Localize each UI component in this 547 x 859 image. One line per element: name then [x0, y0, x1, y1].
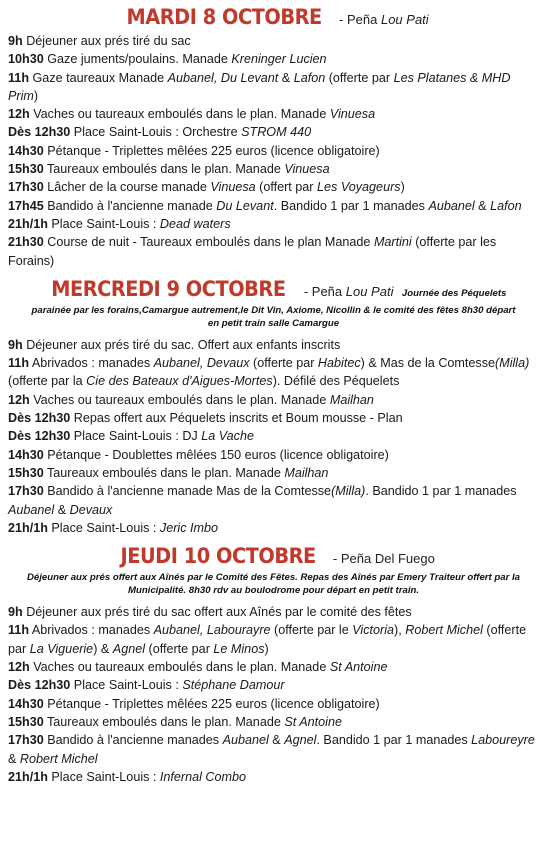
event-text: Pétanque - Triplettes mêlées 225 euros (licence obligatoire) [43, 696, 380, 711]
event-time: 11h [8, 70, 30, 85]
event-text: Place Saint-Louis : [47, 769, 160, 784]
event-item [8, 603, 539, 621]
event-text: & [474, 198, 491, 213]
event-text: . Bandido 1 par 1 manades [316, 733, 472, 748]
event-time: 21h30 [8, 235, 44, 250]
event-item [8, 354, 539, 391]
event-text: Place Saint-Louis : [47, 216, 160, 231]
event-text: Taureaux emboulés dans le plan. Manade [43, 714, 285, 729]
event-text: ) [264, 641, 269, 656]
event-text: Abrivados : manades [29, 623, 154, 638]
event-item [8, 464, 539, 482]
day-section-thursday [8, 541, 539, 786]
event-text: ) & [93, 641, 113, 656]
event-text: & [278, 70, 294, 85]
event-time: 17h45 [8, 198, 44, 213]
event-item [8, 391, 539, 409]
day-section-tuesday [8, 0, 539, 270]
day-note: parainée par les forains,Camargue autrement,le Dit Vin, Axiome, Nicollin & le comité des fêtes 8h30 départ en petit train salle Camargue [31, 304, 516, 329]
event-item [8, 695, 539, 713]
pena-label: - Peña Lou Pati [339, 12, 429, 27]
event-item [8, 32, 539, 50]
event-name-italic: Vinuesa [210, 180, 256, 195]
event-text: Vaches ou taureaux emboulés dans le plan. Manade [29, 107, 330, 122]
event-name-italic: Aubanel, Du Levant [167, 70, 279, 85]
event-item [8, 233, 539, 270]
event-item [8, 731, 539, 768]
event-name-italic: Martini [373, 235, 412, 250]
event-text: Course de nuit - Taureaux emboulés dans le plan Manade [43, 235, 374, 250]
event-name-italic: Infernal Combo [159, 769, 247, 784]
event-time: Dès 12h30 [8, 125, 71, 140]
day-note: Déjeuner aux prés offert aux Aînés par le Comité des Fêtes. Repas des Aînés par Emery Traiteur offert par la Municipalité. 8h30 rdv au boulodrome pour départ en petit train. [26, 572, 520, 597]
event-text: Déjeuner aux prés tiré du sac offert aux Aînés par le comité des fêtes [22, 605, 412, 620]
event-name-italic: Robert Michel [405, 623, 483, 638]
event-item [8, 676, 539, 694]
event-name-italic: Du Levant [216, 198, 274, 213]
event-text: (offert par [255, 180, 318, 195]
event-time: 17h30 [8, 733, 44, 748]
event-text: (offerte par [249, 356, 318, 371]
event-text: Place Saint-Louis : [47, 520, 160, 535]
event-name-italic: Lafon [293, 70, 326, 85]
event-name-italic: Vinuesa [329, 107, 376, 122]
event-text: Bandido à l'ancienne manades [43, 733, 223, 748]
event-time: 17h30 [8, 484, 44, 499]
event-name-italic: (Milla) [495, 356, 530, 371]
event-name-italic: Jeric Imbo [159, 520, 219, 535]
day-title: JEUDI 10 OCTOBRE [120, 544, 316, 569]
event-text: Bandido à l'ancienne manade Mas de la Comtesse [43, 484, 332, 499]
day-header [8, 541, 539, 571]
event-item [8, 427, 539, 445]
event-time: Dès 12h30 [8, 411, 71, 426]
day-header [8, 2, 539, 32]
event-item [8, 215, 539, 233]
event-time: Dès 12h30 [8, 429, 71, 444]
event-time: 10h30 [8, 52, 44, 67]
event-name-italic: Aubanel [428, 198, 475, 213]
event-name-italic: Aubanel, Devaux [153, 356, 250, 371]
event-text: Taureaux emboulés dans le plan. Manade [43, 162, 285, 177]
event-text: Vaches ou taureaux emboulés dans le plan. Manade [29, 392, 330, 407]
event-text: ). Défilé des Péquelets [272, 374, 400, 389]
event-text: ) & Mas de la Comtesse [360, 356, 496, 371]
event-text: (offerte par [8, 623, 527, 656]
event-name-italic: Les Platanes & MHD Prim [8, 70, 511, 103]
event-text: Gaze juments/poulains. Manade [43, 52, 232, 67]
event-item [8, 482, 539, 519]
event-item [8, 142, 539, 160]
event-name-italic: Kreninger Lucien [231, 52, 327, 67]
event-name-italic: St Antoine [284, 714, 342, 729]
event-time: 15h30 [8, 162, 44, 177]
event-item [8, 105, 539, 123]
event-name-italic: Le Minos [213, 641, 265, 656]
event-name-italic: La Vache [201, 429, 254, 444]
event-item [8, 713, 539, 731]
event-name-italic: Aubanel [222, 733, 269, 748]
event-name-italic: Les Voyageurs [317, 180, 401, 195]
event-time: 12h [8, 660, 30, 675]
event-text: ), [394, 623, 406, 638]
event-text: & [54, 502, 70, 517]
event-item [8, 197, 539, 215]
event-time: 21h/1h [8, 520, 48, 535]
event-time: 11h [8, 623, 30, 638]
event-text: Vaches ou taureaux emboulés dans le plan. Manade [29, 660, 330, 675]
day-section-wednesday [8, 274, 539, 537]
event-text: Gaze taureaux Manade [29, 70, 168, 85]
event-name-italic: Agnel [112, 641, 146, 656]
day-header [8, 274, 539, 304]
event-text: . Bandido 1 par 1 manades [365, 484, 517, 499]
event-item [8, 123, 539, 141]
event-text: . Bandido 1 par 1 manades [273, 198, 429, 213]
event-time: 15h30 [8, 465, 44, 480]
event-name-italic: Robert Michel [19, 751, 98, 766]
event-name-italic: (Milla) [331, 484, 366, 499]
event-list [8, 603, 539, 786]
event-name-italic: Laboureyre [471, 733, 535, 748]
pena-label: - Peña Del Fuego [332, 551, 435, 567]
event-time: 9h [8, 337, 23, 352]
event-name-italic: Stéphane Damour [182, 678, 285, 693]
event-name-italic: La Viguerie [29, 641, 94, 656]
event-text: Place Saint-Louis : Orchestre [70, 125, 242, 140]
event-text: Abrivados : manades [29, 356, 154, 371]
event-item [8, 446, 539, 464]
event-text: Place Saint-Louis : [70, 678, 183, 693]
event-name-italic: Aubanel [8, 502, 55, 517]
event-time: Dès 12h30 [8, 678, 71, 693]
event-text: Repas offert aux Péquelets inscrits et Boum mousse - Plan [70, 411, 403, 426]
event-item [8, 519, 539, 537]
event-name-italic: Agnel [284, 733, 317, 748]
event-time: 14h30 [8, 447, 44, 462]
event-item [8, 69, 539, 106]
event-text: Bandido à l'ancienne manade [43, 198, 217, 213]
event-text: ) [33, 88, 39, 103]
event-text: (offerte par [145, 641, 214, 656]
event-text: Taureaux emboulés dans le plan. Manade [43, 465, 285, 480]
event-item [8, 336, 539, 354]
event-time: 17h30 [8, 180, 44, 195]
event-time: 9h [8, 34, 23, 48]
event-time: 14h30 [8, 696, 44, 711]
event-time: 21h/1h [8, 216, 48, 231]
event-item [8, 178, 539, 196]
event-name-italic: STROM 440 [241, 125, 312, 140]
event-item [8, 160, 539, 178]
event-name-italic: Mailhan [284, 465, 329, 480]
day-note-inline: Journée des Péquelets [401, 287, 507, 299]
event-time: 14h30 [8, 143, 44, 158]
event-name-italic: Cie des Bateaux d'Aigues-Mortes [86, 374, 273, 389]
event-text: (offerte par le [270, 623, 353, 638]
event-text: & [268, 733, 285, 748]
event-text: Place Saint-Louis : DJ [70, 429, 202, 444]
event-name-italic: Dead waters [159, 216, 231, 231]
event-name-italic: Devaux [69, 502, 113, 517]
event-time: 12h [8, 107, 30, 122]
event-text: ) [400, 180, 405, 195]
event-time: 12h [8, 392, 30, 407]
event-item [8, 409, 539, 427]
day-title: MARDI 8 OCTOBRE [126, 5, 323, 29]
event-time: 11h [8, 356, 30, 371]
event-name-italic: Lafon [490, 198, 522, 213]
event-item [8, 50, 539, 68]
event-name-italic: St Antoine [329, 660, 388, 675]
event-text: (offerte par les Forains) [8, 235, 497, 268]
day-title: MERCREDI 9 OCTOBRE [50, 276, 286, 301]
event-item [8, 768, 539, 786]
event-time: 9h [8, 605, 23, 620]
event-item [8, 658, 539, 676]
event-text: Déjeuner aux prés tiré du sac [22, 34, 191, 48]
event-list [8, 336, 539, 537]
event-text: (offerte par [325, 70, 394, 85]
event-name-italic: Victoria [352, 623, 395, 638]
event-name-italic: Vinuesa [284, 162, 330, 177]
pena-label: - Peña Lou Pati [303, 283, 394, 299]
event-list [8, 32, 539, 270]
event-name-italic: Aubanel, Labourayre [153, 623, 271, 638]
event-text: (offerte par la [8, 374, 87, 389]
event-name-italic: Habitec [317, 356, 361, 371]
event-name-italic: Mailhan [329, 392, 374, 407]
event-time: 21h/1h [8, 769, 48, 784]
event-item [8, 621, 539, 658]
event-time: 15h30 [8, 714, 44, 729]
event-text: Déjeuner aux prés tiré du sac. Offert aux enfants inscrits [22, 337, 341, 352]
event-text: & [8, 751, 20, 766]
event-text: Lâcher de la course manade [43, 180, 211, 195]
event-text: Pétanque - Triplettes mêlées 225 euros (licence obligatoire) [43, 143, 380, 158]
event-text: Pétanque - Doublettes mêlées 150 euros (licence obligatoire) [43, 447, 389, 462]
